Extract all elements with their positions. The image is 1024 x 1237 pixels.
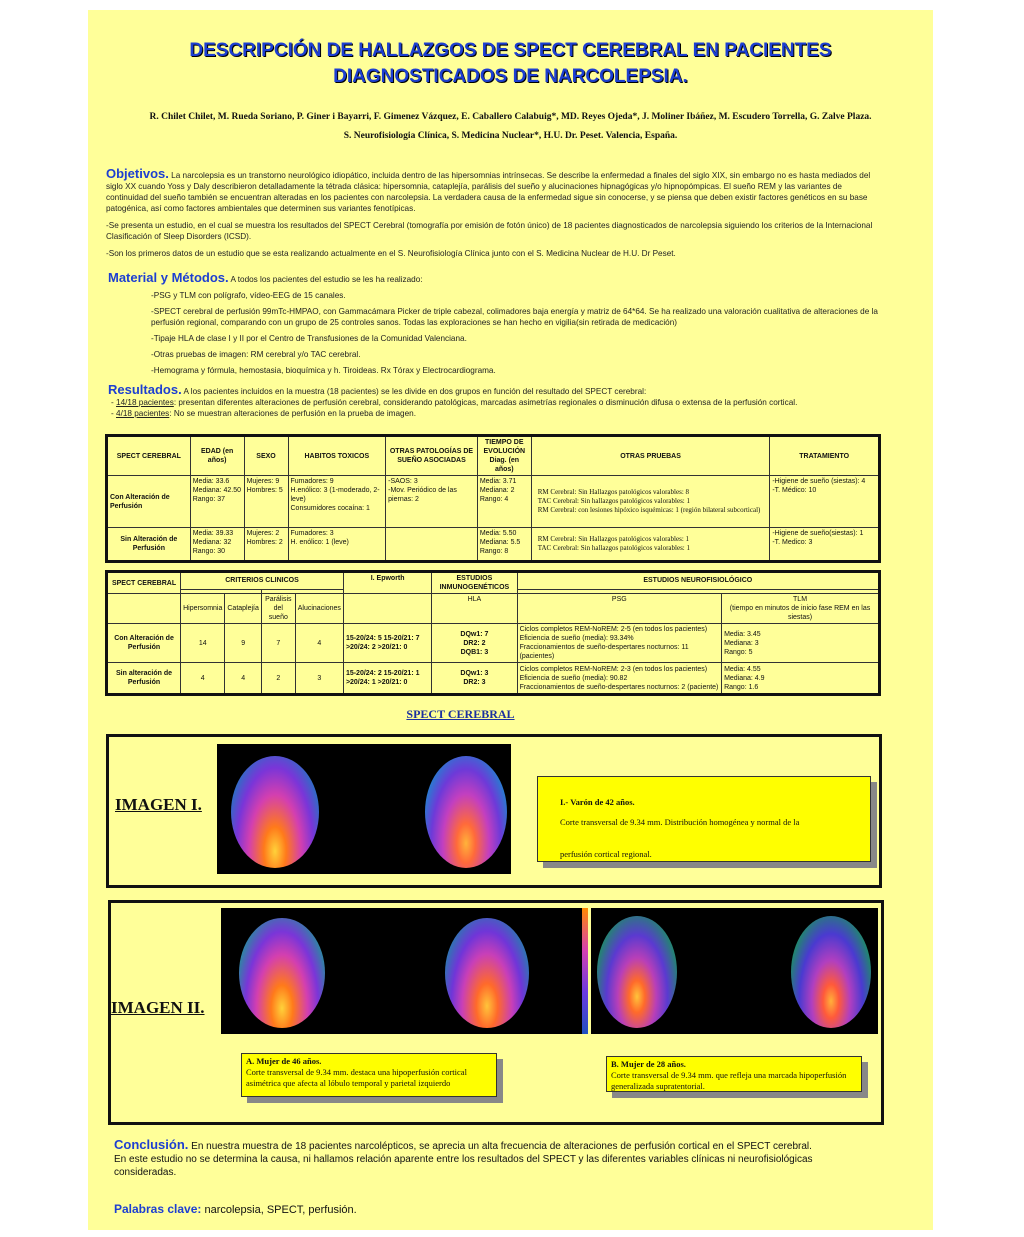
objetivos-p3: -Son los primeros datos de un estudio que se esta realizando actualmente en el S. Neurofisiología Clínica junto con el S. Medicina Nuclear de H.U. Dr Peset. [106,249,676,258]
cell-line: -Mov. Periódico de las piernas: 2 [388,487,457,503]
cell-line: Media: 3.45 [724,630,761,638]
subheader: TLM [793,596,808,603]
authors: R. Chilet Chilet, M. Rueda Soriano, P. Giner i Bayarri, F. Gimenez Vázquez, E. Caballero Calabuig*, MD. Reyes Ojeda*, J. Moliner Ibáñez, M. Escudero Torrella, G. Zalve Plaza. [149,112,872,122]
cell-hla [432,624,517,663]
cell-line: Rango: 4 [479,496,509,503]
table-header-row [107,572,880,590]
imagen2-scan-b [591,908,878,1034]
cell-tlm [722,663,880,695]
cell-line: Mujeres: 9 [246,478,280,485]
poster [88,10,933,1230]
cell-line: Rango: 30 [192,548,226,555]
table-header-row [107,436,880,476]
imagen1-label: IMAGEN I. [115,795,202,814]
cell-line: Mediana: 42.50 [192,487,241,494]
material-item: -SPECT cerebral de perfusión 99mTc-HMPAO, con Gammacámara Picker de triple cabezal, colimadores baja energía y matriz de 64*64. Se ha realizado una valoración cualitativa de alteraciones de la perfusión regional, comparando con un grupo de 25 controles sanos. Todas las exploraciones se han hecho en vigilia(sin retirada de medicación) [151,307,878,327]
imagen1-box [106,734,882,888]
cell-pruebas [531,476,770,528]
caption-text: Corte transversal de 9.34 mm. destaca una hipoperfusión cortical asimétrica que afecta al lóbulo temporal y parietal izquierdo [246,1067,467,1088]
material-item: -Hemograma y fórmula, hemostasia, bioquímica y h. Tiroideas. Rx Tórax y Electrocardiograma. [151,366,496,375]
caption-title: I.- Varón de 42 años. [560,797,635,807]
cell-line: Rango: 5 [724,648,753,656]
conclusion-text: En nuestra muestra de 18 pacientes narcolépticos, se aprecia un alta frecuencia de alteraciones de perfusión cortical en el SPECT cerebral. [191,1141,812,1152]
brain-scan-image [445,918,529,1028]
cell-line: Media: 39.33 [192,530,234,537]
group2-count: 4/18 pacientes [116,409,170,418]
cell-line: Eficiencia de sueño (media): 90.82 [519,674,628,682]
color-scale-bar [582,908,588,1034]
cell-psg [517,663,722,695]
material-intro: A todos los pacientes del estudio se les ha realizado: [230,275,423,284]
imagen1-scan [217,744,511,874]
table-header: EDAD (en años) [190,436,244,476]
subheader: Hipersomnia [181,594,225,624]
table-subheader-row [107,594,880,624]
table-header: TIEMPO DE EVOLUCIÓN Diag. (en años) [477,436,531,476]
cell-line: RM Cerebral: Sin Hallazgos patológicos valorables: 1 [537,535,690,543]
table-header: I. Epworth [343,572,431,594]
cell-otras-patologias [386,476,478,528]
resultados-heading: Resultados. [108,382,182,397]
cell-line: Fumadores: 3 [290,530,334,537]
objetivos-p1: La narcolepsia es un transtorno neurológico idiopático, incluida dentro de las hipersomnias intrínsecas. Se describe la enfermedad a finales del siglo XIX, sin embargo no es hasta mediados del siglo XX cuando Yoss y Daly describieron detalladamente la tétrada clásica: hipersomnia, cataplejía, parálisis del sueño y alucinaciones hipnagógicas y/o hipnopómpicas. El sueño REM y las variantes de continuidad del sueño también se encuentran alteradas en los pacientes con narcolepsia. La verdadera causa de la enfermedad sigue sin conocerse, y se piensa que deben existir factores genéticos en su base patogénica, así como factores ambientales que determinen sus variantes fenotípicas. [106,171,871,213]
cell-line: DQw1: 7 [460,630,489,638]
brain-scan-image [597,916,677,1028]
cell-sexo [244,476,288,528]
caption-text: Corte transversal de 9.34 mm. Distribución homogénea y normal de la [560,817,800,827]
subheader: Parálisis del sueño [261,594,295,624]
keywords-heading: Palabras clave: [114,1202,202,1216]
row-label: Sin alteración de Perfusión [107,663,181,695]
cell-line: 15-20/24: 2 15-20/21: 1 [345,670,420,677]
poster-title: DESCRIPCIÓN DE HALLAZGOS DE SPECT CEREBRAL EN PACIENTES DIAGNOSTICADOS DE NARCOLEPSIA. [189,40,832,87]
caption-text: perfusión cortical regional. [560,849,652,859]
table-header: OTRAS PRUEBAS [531,436,770,476]
resultados-intro: A los pacientes incluidos en la muestra (18 pacientes) se les divide en dos grupos en función del resultado del SPECT cerebral: [183,387,647,396]
cell-line: >20/24: 2 >20/21: 0 [345,644,408,651]
cell-line: Mediana: 3 [724,639,759,647]
material-item: -Otras pruebas de imagen: RM cerebral y/o TAC cerebral. [151,350,361,359]
cell-epworth [343,624,431,663]
cell-line: -Higiene de sueño (siestas): 4 [772,478,866,485]
affiliation: S. Neurofisiologia Clínica, S. Medicina Nuclear*, H.U. Dr. Peset. Valencia, España. [343,131,678,141]
cell-line: Fraccionamientos de sueño-despertares nocturnos: 2 (paciente) [519,683,719,691]
cell-line: DR2: 3 [463,679,486,686]
table-row [107,624,880,663]
cell-line: Media: 33.6 [192,478,230,485]
cell-sexo [244,528,288,562]
cell-value: 7 [261,624,295,663]
authors-block [108,108,913,146]
imagen2-label: IMAGEN II. [111,998,205,1017]
table-row [107,476,880,528]
subheader: Alucinaciones [295,594,343,624]
table-row [107,663,880,695]
cell-line: Rango: 1.6 [724,683,759,691]
keywords-text: narcolepsia, SPECT, perfusión. [204,1204,357,1216]
imagen2-box [108,900,884,1125]
cell-line: Fumadores: 9 [290,478,334,485]
cell-line: 15-20/24: 5 15-20/21: 7 [345,635,420,642]
cell-line: -T. Medico: 3 [772,539,813,546]
cell-value: 4 [225,663,262,695]
row-label: Con Alteración de Perfusión [107,476,191,528]
table-header: CRITERIOS CLINICOS [181,572,344,590]
table-row [107,528,880,562]
cell-value: 14 [181,624,225,663]
conclusion-text: En este estudio no se determina la causa, ni hallamos relación aparente entre los resultados del SPECT y las diferentes variables clínicas ni neurofisiológicas consideradas. [114,1154,813,1178]
cell-line: RM Cerebral: Sin Hallazgos patológicos valorables: 8 [537,488,690,496]
imagen2-scan-a [221,908,587,1034]
cell-line: Mujeres: 2 [246,530,280,537]
brain-scan-image [239,918,325,1028]
table-header: ESTUDIOS INMUNOGENÉTICOS [432,572,517,594]
brain-scan-image [425,756,507,868]
subheader: Cataplejía [225,594,262,624]
cell-line: Mediana: 32 [192,539,232,546]
cell-line: RM Cerebral: con lesiones hipóxico isquémicas: 1 (región bilateral subcortical) [537,506,761,514]
imagen2-caption-a [241,1053,497,1097]
cell-line: H.enólico: 3 (1-moderado, 2-leve) [290,487,380,503]
cell-edad [190,476,244,528]
subheader: HLA [432,594,517,624]
cell-value: 4 [295,624,343,663]
cell-line: H. enólico: 1 (leve) [290,539,349,546]
objetivos-section [106,168,886,259]
cell-otras-patologias [386,528,478,562]
cell-tiempo [477,476,531,528]
caption-title: A. Mujer de 46 años. [246,1056,322,1066]
cell-line: >20/24: 1 >20/21: 0 [345,679,408,686]
cell-line: Media: 5.50 [479,530,517,537]
table-header: OTRAS PATOLOGÍAS DE SUEÑO ASOCIADAS [386,436,478,476]
material-section [108,272,888,376]
cell-line: Ciclos completos REM-NoREM: 2-5 (en todos los pacientes) [519,626,708,633]
cell-tratamiento [770,528,880,562]
cell-value: 9 [225,624,262,663]
cell-line: Ciclos completos REM-NoREM: 2-3 (en todos los pacientes) [519,665,708,673]
cell-line: -Higiene de sueño(siestas): 1 [772,530,864,537]
cell-value: 4 [181,663,225,695]
table-header: SPECT CEREBRAL [107,572,181,594]
cell-line: Consumidores cocaína: 1 [290,505,370,512]
table-header: TRATAMIENTO [770,436,880,476]
cell-line: Fraccionamientos de sueño-despertares nocturnos: 11 (pacientes) [519,644,689,660]
cell-epworth [343,663,431,695]
cell-hla [432,663,517,695]
conclusion-section [114,1138,874,1179]
cell-value: 3 [295,663,343,695]
row-label: Sin Alteración de Perfusión [107,528,191,562]
cell-value: 2 [261,663,295,695]
table-header: HABITOS TOXICOS [288,436,386,476]
caption-text: Corte transversal de 9.34 mm. que refleja una marcada hipoperfusión generalizada supratentorial. [611,1070,847,1091]
table-clinical [105,434,881,563]
cell-line: Media: 3.71 [479,478,517,485]
cell-line: Rango: 37 [192,496,226,503]
spect-heading: SPECT CEREBRAL [406,707,515,721]
caption-title: B. Mujer de 28 años. [611,1059,686,1069]
imagen2-caption-b [606,1056,862,1092]
brain-scan-image [791,916,871,1028]
cell-habitos [288,476,386,528]
cell-line: Mediana: 5.5 [479,539,521,546]
cell-tlm [722,624,880,663]
cell-line: Media: 4.55 [724,665,761,673]
group1-count: 14/18 pacientes [116,398,174,407]
resultados-section: Resultados. A los pacientes incluidos en la muestra (18 pacientes) se les divide en dos grupos en función del resultado del SPECT cerebral: - 14/18 pacientes: presentan diferentes alteraciones de perfusión cerebral, considerando patológicas, marcadas asimetrías regionales o disminución difusa o extensa de la perfusión cortical. - 4/18 pacientes: No se muestran alteraciones de perfusión en la prueba de imagen. [108,382,798,418]
row-label: Con Alteración de Perfusión [107,624,181,663]
cell-line: Eficiencia de sueño (media): 93.34% [519,635,634,642]
subheader: PSG [517,594,722,624]
cell-psg [517,624,722,663]
table-header: ESTUDIOS NEUROFISIOLÓGICO [517,572,879,590]
brain-scan-image [231,756,319,868]
table-criteria [105,570,881,696]
cell-line: Mediana: 4.9 [724,674,765,682]
cell-tratamiento [770,476,880,528]
cell-line: DQB1: 3 [460,648,489,656]
material-item: -Tipaje HLA de clase I y II por el Centro de Transfusiones de la Comunidad Valenciana. [151,334,467,343]
group1-text: : presentan diferentes alteraciones de perfusión cerebral, considerando patológicas, marcadas asimetrías regionales o disminución difusa o extensa de la perfusión cortical. [173,398,798,407]
table-header: SEXO [244,436,288,476]
cell-edad [190,528,244,562]
cell-line: -T. Médico: 10 [772,487,817,494]
cell-line: DR2: 2 [463,639,486,647]
cell-line: Hombres: 2 [246,539,283,546]
cell-line: Mediana: 2 [479,487,515,494]
cell-line: Rango: 8 [479,548,509,555]
group2-text: : No se muestran alteraciones de perfusión en la prueba de imagen. [169,409,416,418]
objetivos-heading: Objetivos. [106,166,169,181]
cell-line: -SAOS: 3 [388,478,418,485]
material-item: -PSG y TLM con polígrafo, vídeo-EEG de 15 canales. [151,291,346,300]
subheader-note: (tiempo en minutos de inicio fase REM en las siestas) [729,605,871,621]
cell-line: Hombres: 5 [246,487,283,494]
material-heading: Material y Métodos. [108,270,229,285]
cell-pruebas [531,528,770,562]
cell-line: DQw1: 3 [460,670,489,677]
imagen1-caption [537,776,871,862]
conclusion-heading: Conclusión. [114,1137,189,1152]
keywords-section [114,1202,874,1217]
table-header: SPECT CEREBRAL [107,436,191,476]
cell-line: TAC Cerebral: Sin hallazgos patológicos valorables: 1 [537,497,691,505]
cell-habitos [288,528,386,562]
objetivos-p2: -Se presenta un estudio, en el cual se muestra los resultados del SPECT Cerebral (tomografía por emisión de fotón único) de 18 pacientes diagnosticados de narcolepsia siguiendo los criterios de la Internacional Clasificación of Sleep Disorders (ICSD). [106,221,873,241]
cell-line: TAC Cerebral: Sin hallazgos patológicos valorables: 1 [537,544,691,552]
cell-tiempo [477,528,531,562]
